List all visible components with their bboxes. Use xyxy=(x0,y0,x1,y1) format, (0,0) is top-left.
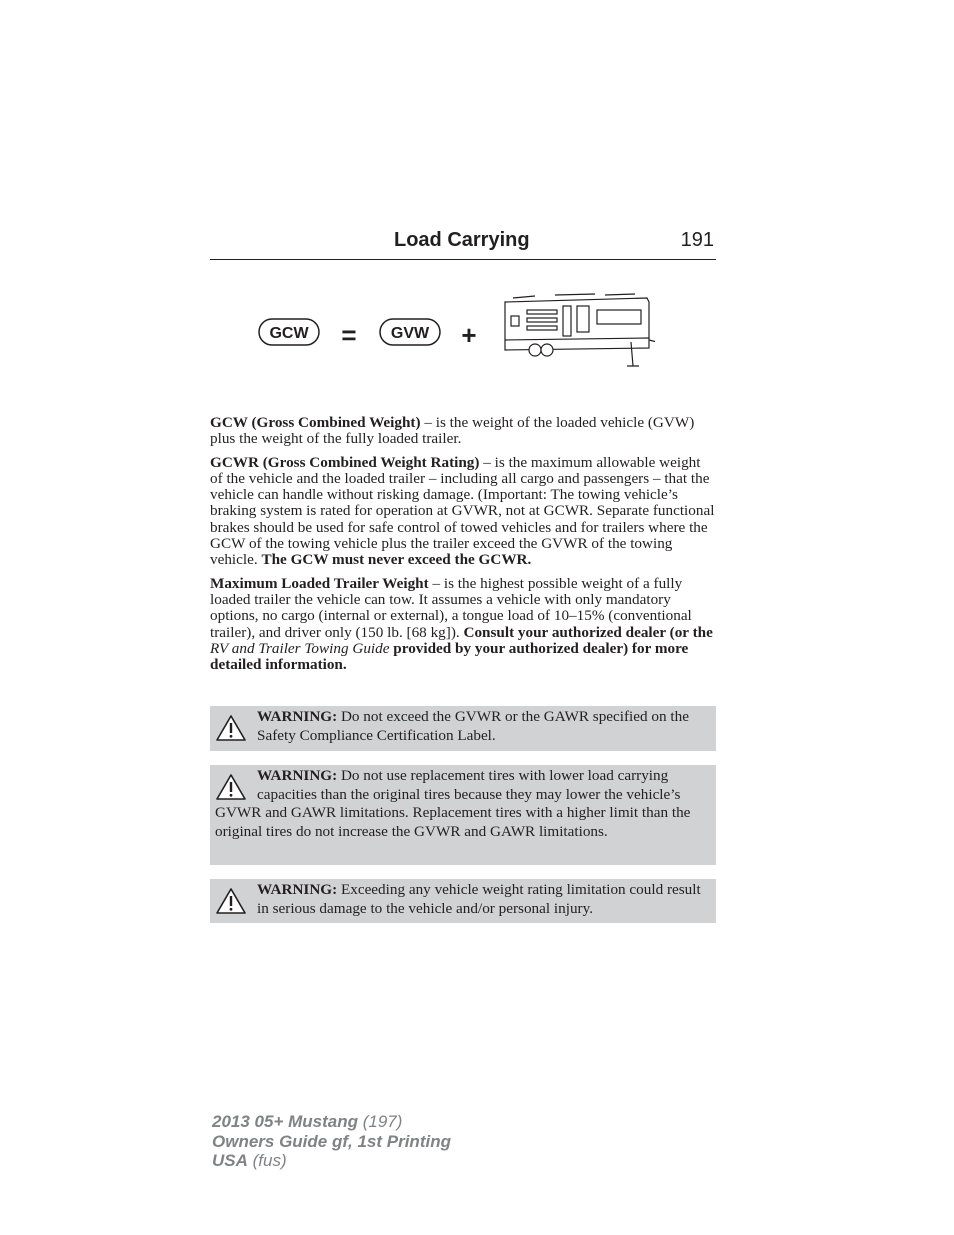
warning-label: WARNING: xyxy=(257,708,338,725)
page-number: 191 xyxy=(680,229,714,251)
warning-triangle-icon xyxy=(215,887,247,915)
warning-label: WARNING: xyxy=(257,767,338,784)
warning-label: WARNING: xyxy=(257,881,338,898)
footer-page-ref: (197) xyxy=(358,1112,403,1131)
gvw-badge-label: GVW xyxy=(390,325,430,342)
footer-line xyxy=(212,1132,451,1152)
definition-text: – is the weight of the loaded vehicle (GVW) plus the weight of the fully loaded trailer. xyxy=(210,414,695,448)
definition-max-trailer-weight xyxy=(210,576,716,674)
definition-text: – is the highest possible weight of a fully loaded trailer the vehicle can tow. It assumes a vehicle with only mandatory options, no cargo (internal or external), a tongue load of 10–15% (conventional trailer), and driver only (150 lb. [68 kg]). xyxy=(210,574,692,641)
gvw-badge xyxy=(380,319,440,345)
warning-box xyxy=(210,765,716,865)
travel-trailer-icon xyxy=(505,294,655,366)
warning-triangle-icon xyxy=(215,714,247,742)
definition-term: GCW (Gross Combined Weight) xyxy=(210,414,421,431)
definition-gcwr xyxy=(210,455,716,569)
definition-term: Maximum Loaded Trailer Weight xyxy=(210,574,429,592)
equals-sign: = xyxy=(341,320,357,350)
warning-text: Do not exceed the GVWR or the GAWR specified on the Safety Compliance Certification Label. xyxy=(257,708,689,744)
section-title: Load Carrying xyxy=(394,229,530,251)
footer-market: USA xyxy=(212,1151,248,1170)
warning-triangle-icon xyxy=(215,773,247,801)
footer-model: 2013 05+ Mustang xyxy=(212,1112,358,1131)
page-header xyxy=(210,229,716,260)
definition-term: GCWR (Gross Combined Weight Rating) xyxy=(210,453,480,471)
body-text xyxy=(210,415,716,680)
footer-guide: Owners Guide gf, 1st Printing xyxy=(212,1131,451,1151)
footer-market-code: (fus) xyxy=(247,1151,287,1170)
footer-line xyxy=(212,1151,451,1171)
definition-bold-a: Consult your authorized dealer (or the xyxy=(463,623,713,641)
definition-bold-b: provided by your authorized dealer) for more detailed information. xyxy=(210,639,689,674)
plus-sign: + xyxy=(461,320,477,350)
guide-title: RV and Trailer Towing Guide xyxy=(210,639,390,657)
definition-gcw xyxy=(210,415,716,448)
warning-text: Do not use replacement tires with lower load carrying capacities than the original tires because they may lower the vehicle’s GVWR and GAWR limitations. Replacement tires with a higher limit than the original tires do not increase the GVWR and GAWR limitations. xyxy=(215,767,691,840)
warning-box xyxy=(210,706,716,751)
footer-line xyxy=(212,1112,451,1132)
definition-bold-tail: The GCW must never exceed the GCWR. xyxy=(261,551,532,569)
gcw-badge-label: GCW xyxy=(269,325,309,342)
gcw-equation-diagram xyxy=(255,290,655,370)
warning-box xyxy=(210,879,716,923)
definition-text: – is the maximum allowable weight of the vehicle and the loaded trailer – including all cargo and passengers – that the vehicle can handle without risking damage. (Important: The towing vehicle’s braking system is rated for operation at GVWR, not at GCWR. Separate functional brakes should be used for safe control of towed vehicles and for trailers where the GCW of the towing vehicle plus the trailer exceed the GVWR of the towing vehicle. xyxy=(210,453,715,569)
page-footer xyxy=(212,1112,451,1171)
gcw-badge xyxy=(259,319,319,345)
warning-text: Exceeding any vehicle weight rating limitation could result in serious damage to the vehicle and/or personal injury. xyxy=(257,881,701,917)
